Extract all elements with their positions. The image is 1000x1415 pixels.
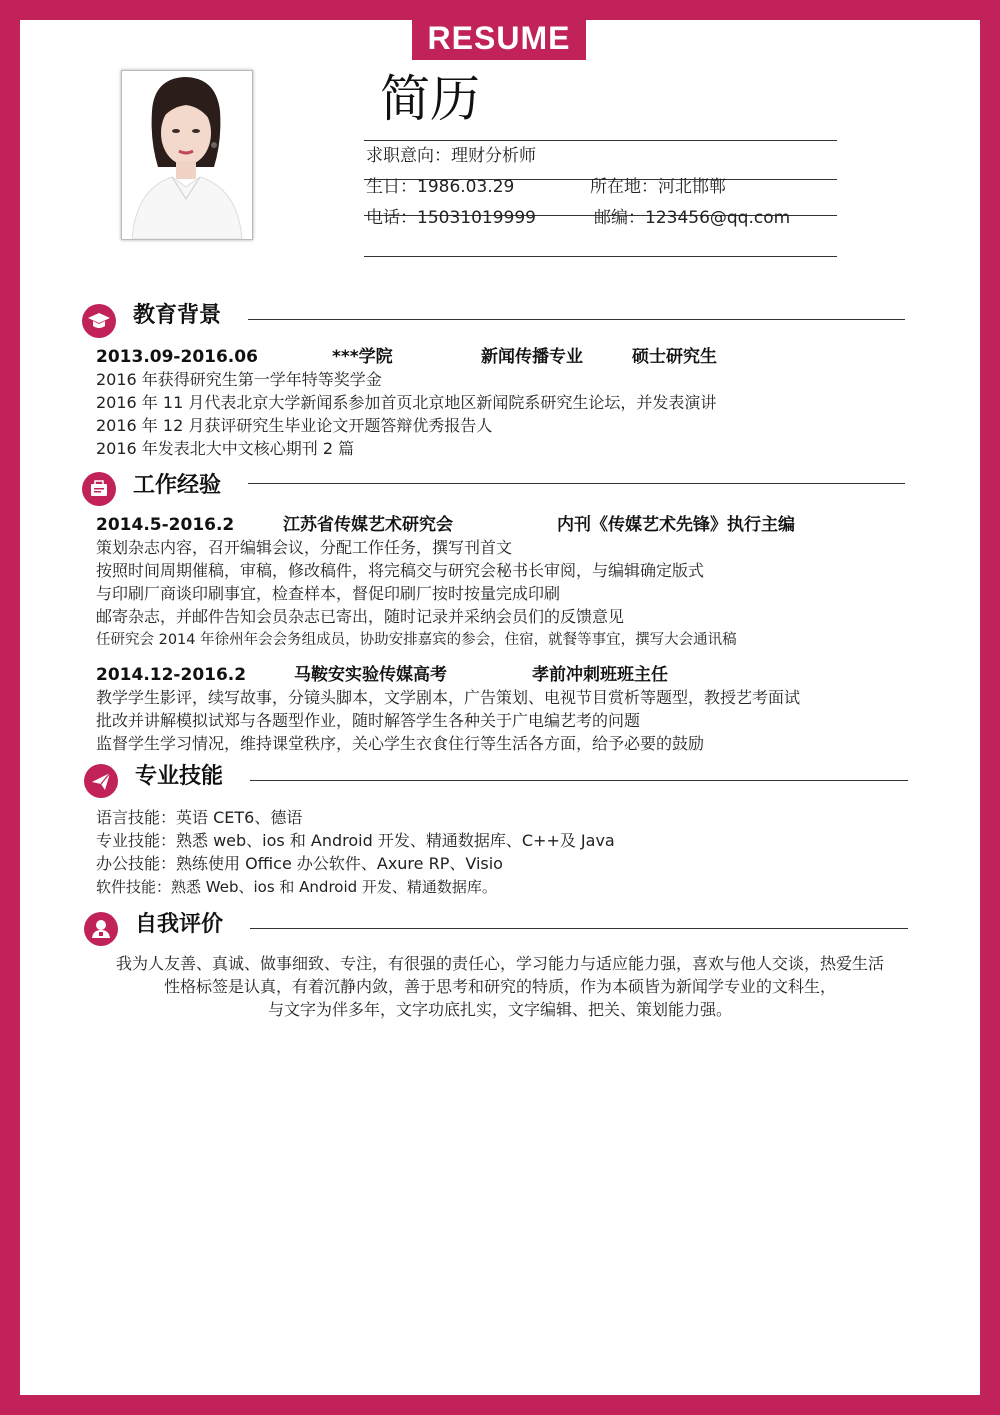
job-line: 教学学生影评，续写故事，分镜头脚本，文学剧本，广告策划、电视节目赏析等题型，教授艺考面试 (96, 688, 801, 707)
self-eval-line: 性格标签是认真，有着沉静内敛，善于思考和研究的特质，作为本硕皆为新闻学专业的文科生， (163, 977, 836, 996)
work-title: 工作经验 (133, 473, 222, 498)
phone: 电话：15031019999 (366, 208, 536, 228)
self-eval-line: 与文字为伴多年，文字功底扎实，文字编辑、把关、策划能力强。 (267, 1000, 732, 1019)
skills-title: 专业技能 (135, 764, 224, 789)
skill-line: 办公技能：熟练使用 Office 办公软件、Axure RP、Visio (96, 854, 503, 873)
self-eval-line: 我为人友善、真诚、做事细致、专注，有很强的责任心，学习能力与适应能力强，喜欢与他人交谈，热爱生活 (115, 954, 884, 973)
education-major: 新闻传播专业 (481, 347, 583, 367)
education-degree: 硕士研究生 (632, 347, 717, 367)
job-line: 邮寄杂志，并邮件告知会员杂志已寄出，随时记录并采纳会员们的反馈意见 (96, 607, 625, 626)
divider-line (364, 256, 837, 257)
self-eval-title: 自我评价 (135, 912, 224, 937)
section-divider (248, 483, 905, 484)
page-title: 简历 (380, 70, 480, 128)
skill-line: 软件技能：熟悉 Web、ios 和 Android 开发、精通数据库。 (96, 878, 497, 896)
job-role: 内刊《传媒艺术先锋》执行主编 (557, 515, 795, 535)
birthday: 生日：1986.03.29 (366, 177, 515, 197)
job-org: 江苏省传媒艺术研究会 (283, 515, 453, 535)
job-org: 马鞍安实验传媒高考 (294, 665, 447, 685)
paper-plane-icon (84, 764, 118, 798)
section-divider (250, 928, 908, 929)
education-title: 教育背景 (133, 303, 222, 328)
briefcase-icon (82, 472, 116, 506)
job-role: 孝前冲刺班班主任 (532, 665, 668, 685)
graduation-cap-icon (82, 304, 116, 338)
education-line: 2016 年 11 月代表北京大学新闻系参加首页北京地区新闻院系研究生论坛，并发表演讲 (96, 393, 717, 412)
job-line: 任研究会 2014 年徐州年会会务组成员，协助安排嘉宾的参会，住宿，就餐等事宜，撰写大会通讯稿 (96, 632, 737, 648)
location: 所在地：河北邯郸 (590, 177, 726, 197)
education-school: ***学院 (332, 347, 393, 367)
job-line: 策划杂志内容，召开编辑会议，分配工作任务，撰写刊首文 (96, 538, 513, 557)
education-line: 2016 年 12 月获评研究生毕业论文开题答辩优秀报告人 (96, 416, 493, 435)
resume-tab: RESUME (412, 0, 586, 60)
portrait-image (122, 71, 252, 239)
skill-line: 语言技能：英语 CET6、德语 (96, 808, 303, 827)
job-line: 批改并讲解模拟试郑与各题型作业，随时解答学生各种关于广电编艺考的问题 (96, 711, 641, 730)
job-intention: 求职意向：理财分析师 (366, 146, 536, 166)
job-line: 监督学生学习情况，维持课堂秩序，关心学生衣食住行等生活各方面，给予必要的鼓励 (96, 734, 705, 753)
skill-line: 专业技能：熟悉 web、ios 和 Android 开发、精通数据库、C++及 Java (96, 831, 615, 850)
email: 邮编：123456@qq.com (594, 208, 791, 228)
education-line: 2016 年获得研究生第一学年特等奖学金 (96, 370, 382, 389)
profile-photo (121, 70, 253, 240)
job-line: 按照时间周期催稿，审稿，修改稿件，将完稿交与研究会秘书长审阅，与编辑确定版式 (96, 561, 705, 580)
job-period: 2014.12-2016.2 (96, 665, 247, 685)
education-period: 2013.09-2016.06 (96, 347, 258, 367)
education-line: 2016 年发表北大中文核心期刊 2 篇 (96, 439, 355, 458)
divider-line (364, 140, 837, 141)
person-icon (84, 912, 118, 946)
job-line: 与印刷厂商谈印刷事宜，检查样本，督促印刷厂按时按量完成印刷 (96, 584, 561, 603)
section-divider (250, 780, 908, 781)
job-period: 2014.5-2016.2 (96, 515, 235, 535)
section-divider (248, 319, 905, 320)
